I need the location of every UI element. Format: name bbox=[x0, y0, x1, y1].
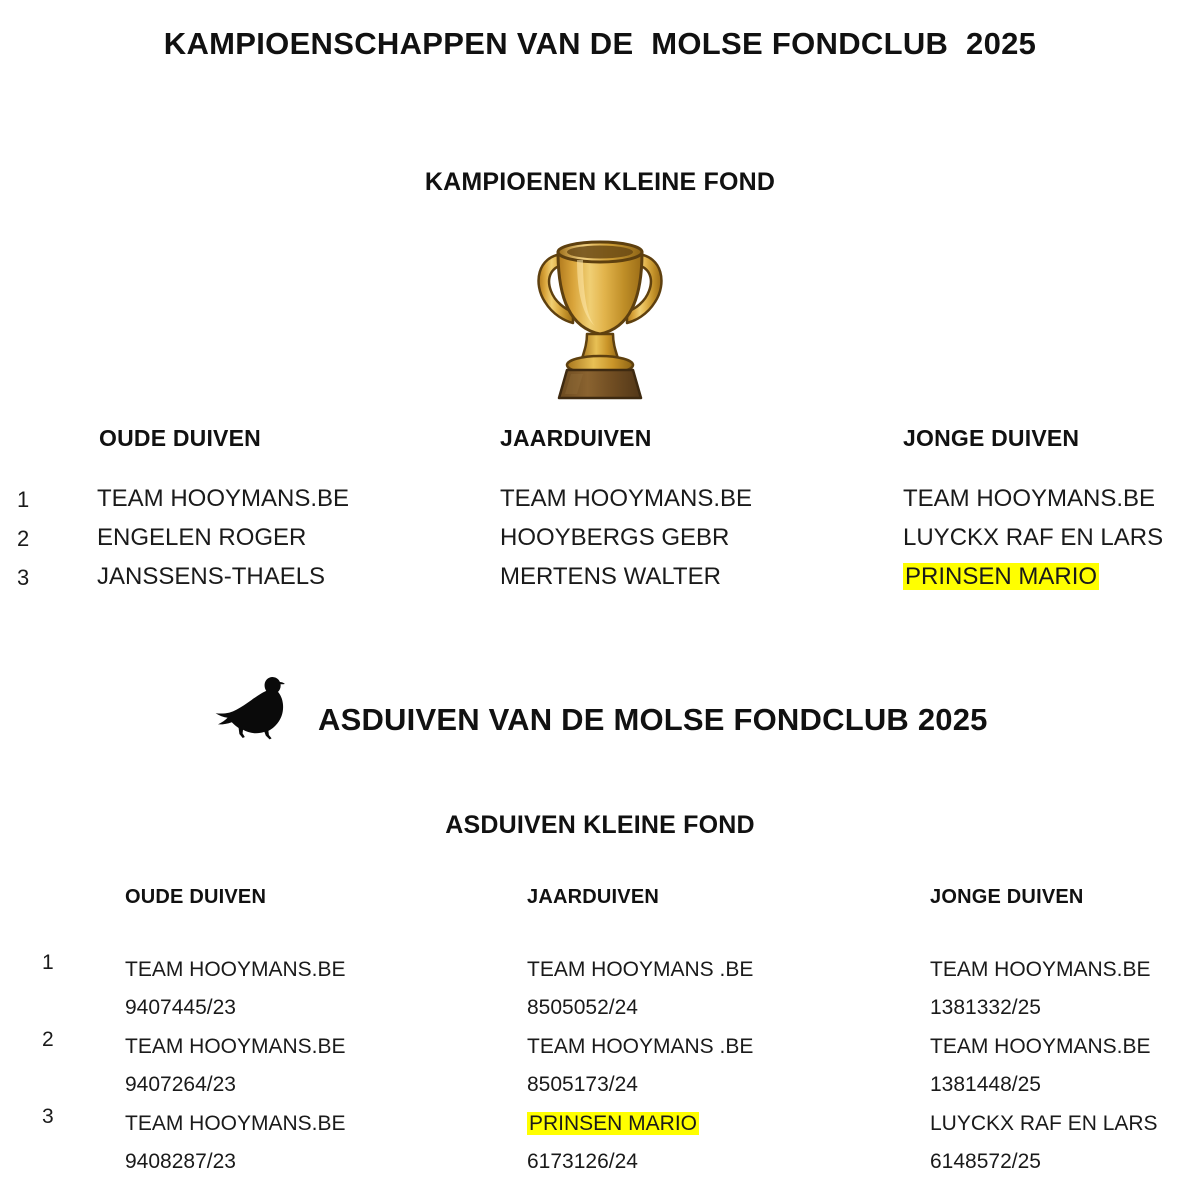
aces-banner bbox=[0, 672, 1200, 744]
aces-oude-duiven-cell bbox=[125, 1028, 346, 1104]
aces-rank: 1 bbox=[42, 951, 54, 974]
aces-oude-duiven-name: TEAM HOOYMANS.BE bbox=[125, 1112, 346, 1135]
aces-jonge-duiven-name: LUYCKX RAF EN LARS bbox=[930, 1112, 1158, 1135]
aces-jonge-duiven-name: TEAM HOOYMANS.BE bbox=[930, 958, 1151, 981]
table-row bbox=[0, 487, 1200, 526]
table-row bbox=[0, 1105, 1200, 1182]
aces-header-row bbox=[0, 886, 1200, 951]
aces-section-title: ASDUIVEN KLEINE FOND bbox=[445, 811, 755, 839]
champions-jonge-duiven-name bbox=[903, 563, 1099, 591]
pigeon-icon bbox=[212, 672, 298, 744]
champions-oude-duiven-name: ENGELEN ROGER bbox=[97, 524, 307, 551]
champions-column-header-jaarduiven: JAARDUIVEN bbox=[500, 425, 652, 451]
table-row bbox=[0, 1028, 1200, 1105]
aces-jonge-duiven-ring: 1381332/25 bbox=[930, 996, 1041, 1019]
champions-oude-duiven-name: TEAM HOOYMANS.BE bbox=[97, 485, 350, 512]
aces-jaarduiven-name: TEAM HOOYMANS .BE bbox=[527, 1035, 754, 1058]
champions-jaarduiven-name: MERTENS WALTER bbox=[500, 563, 721, 590]
aces-oude-duiven-ring: 9407264/23 bbox=[125, 1073, 236, 1096]
aces-jaarduiven-ring: 6173126/24 bbox=[527, 1150, 638, 1173]
aces-oude-duiven-cell bbox=[125, 951, 346, 1027]
aces-rank: 2 bbox=[42, 1028, 54, 1051]
aces-jaarduiven-cell bbox=[527, 951, 753, 1027]
aces-jaarduiven-ring: 8505173/24 bbox=[527, 1073, 638, 1096]
table-row bbox=[0, 951, 1200, 1028]
aces-oude-duiven-ring: 9407445/23 bbox=[125, 996, 236, 1019]
table-row bbox=[0, 565, 1200, 604]
aces-jaarduiven-cell bbox=[527, 1028, 753, 1104]
aces-column-header-jaarduiven: JAARDUIVEN bbox=[527, 886, 660, 908]
champions-oude-duiven-name: JANSSENS-THAELS bbox=[97, 563, 326, 590]
aces-banner-title: ASDUIVEN VAN DE MOLSE FONDCLUB 2025 bbox=[318, 702, 988, 737]
page-title: KAMPIOENSCHAPPEN VAN DE MOLSE FONDCLUB 2025 bbox=[163, 26, 1037, 61]
highlighted-name: PRINSEN MARIO bbox=[529, 1112, 698, 1135]
aces-jaarduiven-name-wrapper bbox=[527, 1105, 699, 1143]
aces-jonge-duiven-ring: 1381448/25 bbox=[930, 1073, 1041, 1096]
champions-rank: 1 bbox=[17, 487, 30, 512]
aces-jonge-duiven-cell bbox=[930, 1105, 1158, 1181]
champions-header-row bbox=[0, 425, 1200, 487]
champions-rank: 3 bbox=[17, 565, 30, 590]
aces-jaarduiven-ring: 8505052/24 bbox=[527, 996, 638, 1019]
aces-jaarduiven-cell bbox=[527, 1105, 699, 1181]
champions-jonge-duiven-name: LUYCKX RAF EN LARS bbox=[903, 524, 1164, 551]
aces-jonge-duiven-name: TEAM HOOYMANS.BE bbox=[930, 1035, 1151, 1058]
aces-oude-duiven-name: TEAM HOOYMANS.BE bbox=[125, 958, 346, 981]
aces-jonge-duiven-ring: 6148572/25 bbox=[930, 1150, 1041, 1173]
aces-column-header-jonge-duiven: JONGE DUIVEN bbox=[930, 886, 1084, 908]
aces-oude-duiven-name: TEAM HOOYMANS.BE bbox=[125, 1035, 346, 1058]
aces-column-header-oude-duiven: OUDE DUIVEN bbox=[125, 886, 267, 908]
champions-section-title: KAMPIOENEN KLEINE FOND bbox=[424, 168, 776, 196]
aces-jaarduiven-name: TEAM HOOYMANS .BE bbox=[527, 958, 754, 981]
highlighted-name: PRINSEN MARIO bbox=[905, 563, 1098, 590]
aces-oude-duiven-cell bbox=[125, 1105, 346, 1181]
trophy-image-container bbox=[0, 222, 1200, 402]
champions-jonge-duiven-name: TEAM HOOYMANS.BE bbox=[903, 485, 1156, 512]
aces-jonge-duiven-cell bbox=[930, 951, 1151, 1027]
aces-oude-duiven-ring: 9408287/23 bbox=[125, 1150, 236, 1173]
champions-jaarduiven-name: TEAM HOOYMANS.BE bbox=[500, 485, 753, 512]
aces-table bbox=[0, 886, 1200, 1182]
champions-column-header-jonge-duiven: JONGE DUIVEN bbox=[903, 425, 1080, 451]
champions-jaarduiven-name: HOOYBERGS GEBR bbox=[500, 524, 730, 551]
aces-jonge-duiven-cell bbox=[930, 1028, 1151, 1104]
champions-column-header-oude-duiven: OUDE DUIVEN bbox=[99, 425, 261, 451]
aces-rank: 3 bbox=[42, 1105, 54, 1128]
trophy-icon bbox=[525, 222, 675, 407]
table-row bbox=[0, 526, 1200, 565]
champions-table bbox=[0, 425, 1200, 604]
champions-rank: 2 bbox=[17, 526, 30, 551]
